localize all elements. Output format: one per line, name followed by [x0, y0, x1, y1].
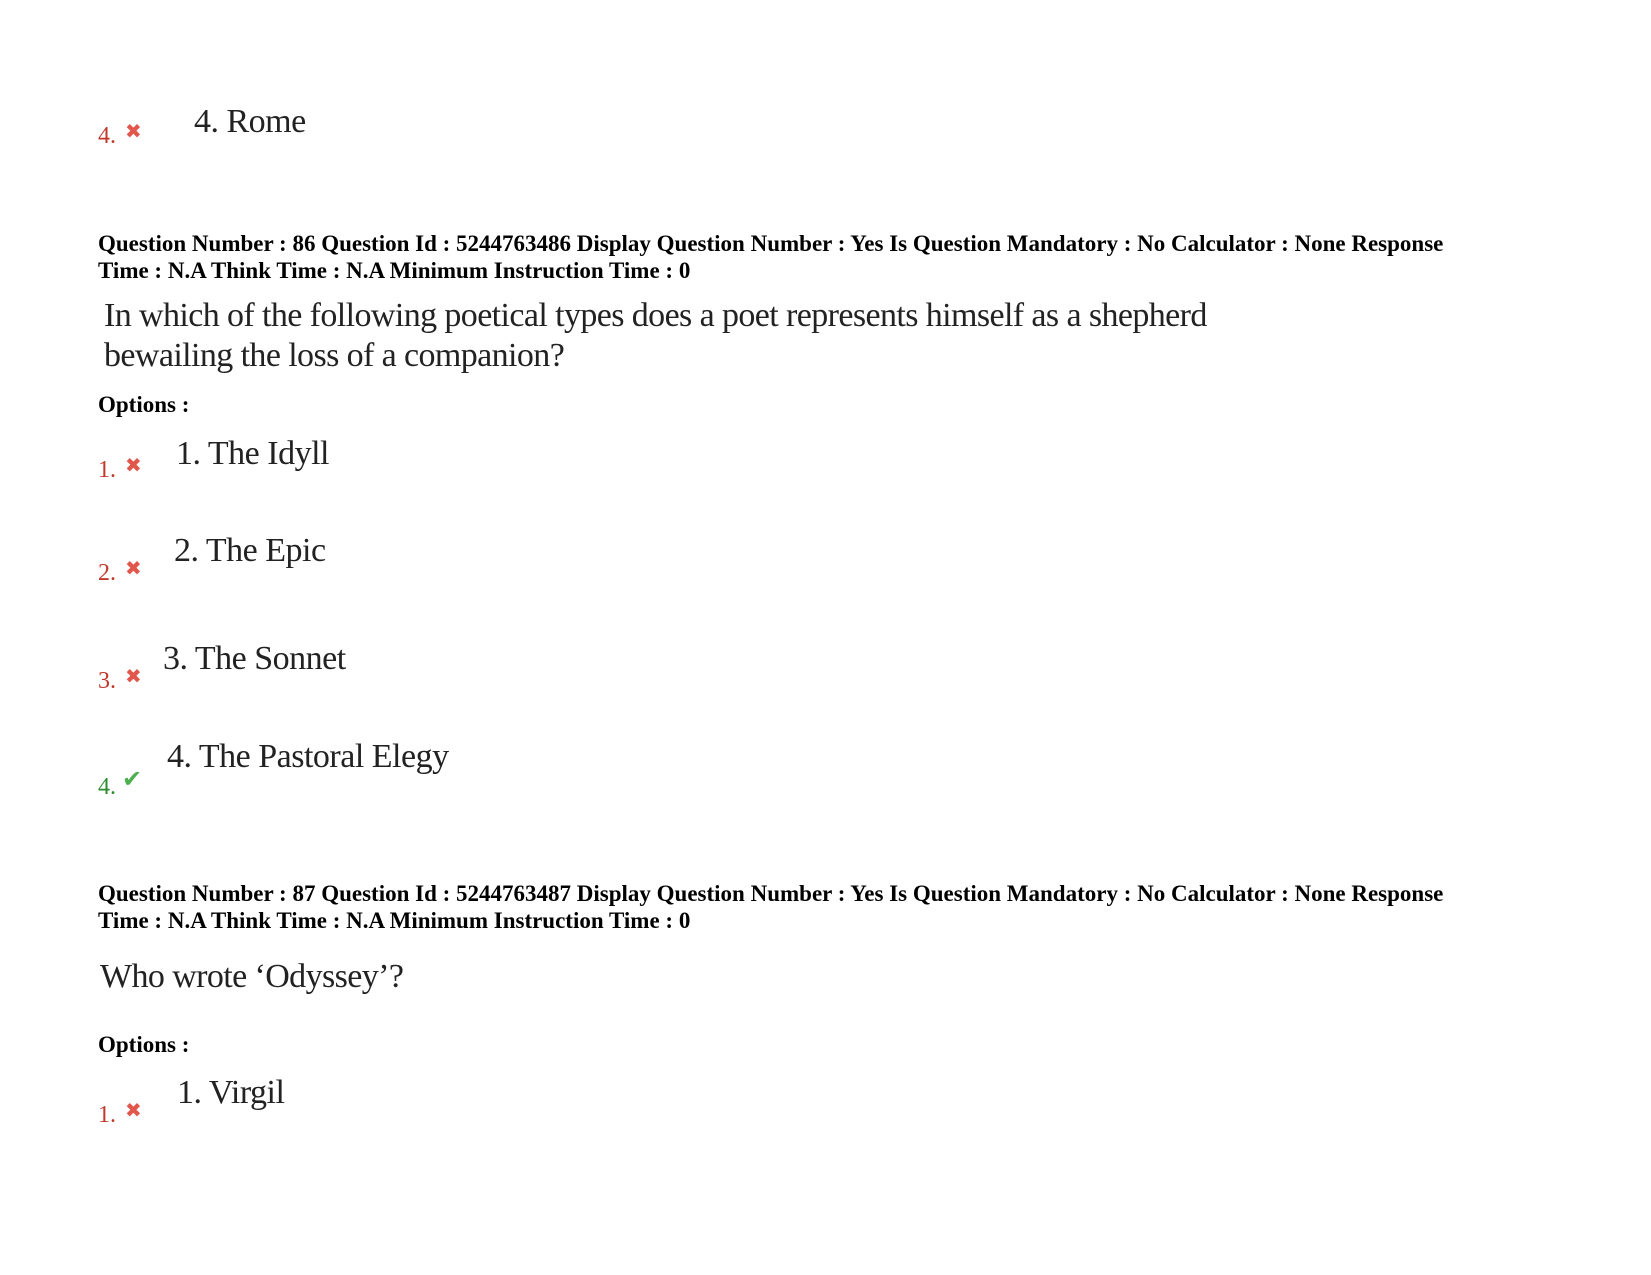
question-meta-line-1: Question Number : 87 Question Id : 5244763487 Display Question Number : Yes Is Question Mandatory : No Calculator : None Response — [98, 881, 1444, 906]
options-label: Options : — [98, 392, 190, 417]
question-text-line-1: In which of the following poetical types does a poet represents himself as a shepherd — [104, 297, 1207, 334]
option-text: 4. Rome — [194, 103, 306, 140]
question-meta-line-2: Time : N.A Think Time : N.A Minimum Instruction Time : 0 — [98, 258, 691, 283]
option-number: 4. — [98, 774, 116, 800]
option-text: 1. Virgil — [177, 1074, 285, 1111]
option-number: 3. — [98, 668, 116, 694]
question-text — [100, 957, 403, 997]
question-text-line-1: Who wrote ‘Odyssey’? — [100, 958, 404, 995]
cross-icon: ✖ — [125, 1098, 142, 1122]
option-text: 1. The Idyll — [176, 435, 329, 472]
option-text: 4. The Pastoral Elegy — [167, 738, 449, 775]
option-number: 1. — [98, 457, 116, 483]
options-label: Options : — [98, 1032, 190, 1057]
question-meta-line-2: Time : N.A Think Time : N.A Minimum Instruction Time : 0 — [98, 908, 691, 933]
cross-icon: ✖ — [125, 664, 142, 688]
option-text: 3. The Sonnet — [163, 640, 346, 677]
question-text-line-2: bewailing the loss of a companion? — [104, 337, 565, 374]
question-meta-line-1: Question Number : 86 Question Id : 5244763486 Display Question Number : Yes Is Question Mandatory : No Calculator : None Response — [98, 231, 1444, 256]
option-number: 2. — [98, 560, 116, 586]
question-meta — [98, 880, 1578, 934]
check-icon: ✔ — [122, 765, 143, 793]
option-number: 1. — [98, 1102, 116, 1128]
cross-icon: ✖ — [125, 119, 142, 143]
question-meta — [98, 230, 1578, 284]
cross-icon: ✖ — [125, 556, 142, 580]
option-number: 4. — [98, 123, 116, 149]
option-text: 2. The Epic — [174, 532, 326, 569]
question-text — [104, 296, 1207, 376]
cross-icon: ✖ — [125, 453, 142, 477]
